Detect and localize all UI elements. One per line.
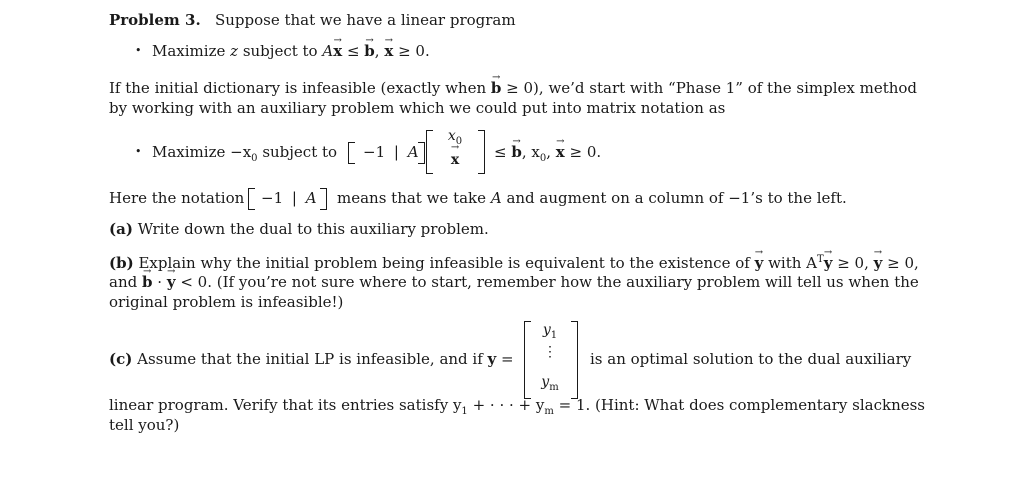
notation-row: −1 | A [261, 189, 317, 207]
column-bottom: → x [440, 152, 470, 168]
column-top: $x_0$ [447, 128, 463, 147]
bullet-marker: • [135, 44, 142, 57]
notation-explanation: means that we take A and augment on a column of −1’s to the left. [337, 189, 847, 207]
right-bracket [418, 142, 425, 164]
y-vector-right-bracket [571, 321, 578, 399]
part-b-line3: original problem is infeasible!) [109, 293, 344, 311]
y-vector-left-bracket [524, 321, 531, 399]
part-c-line2: linear program. Verify that its entries satisfy $y_1$ + · · · + $y_m = 1$. (Hint: What does complementary slackness [109, 396, 925, 417]
problem-intro: Suppose that we have a linear program [214, 11, 516, 29]
problem-label: Problem 3. [109, 11, 201, 29]
bullet-maximize-z: Maximize z subject to A→ x ≤ → b, → x ≥ 0. [152, 41, 430, 61]
y-vector-top: $y_1$ [542, 322, 558, 341]
part-b-line2: and → b · → y < 0. (If you’re not sure where to start, remember how the auxiliary problem will tell us when the [109, 272, 919, 292]
part-b-line1: (b) Explain why the initial problem being infeasible is equivalent to the existence of → y with $A^T\to y \ge 0$, → y ≥ 0, [109, 250, 919, 273]
column-left-bracket [426, 130, 433, 174]
column-right-bracket [478, 130, 485, 174]
left-bracket [348, 142, 355, 164]
notation-paragraph: Here the notation [109, 189, 245, 207]
y-vector-bottom: $y_m$ [541, 374, 559, 393]
bullet-marker-2: • [135, 145, 142, 158]
y-vector-dots: ⋮ [543, 344, 557, 360]
part-c-line3: tell you?) [109, 416, 180, 434]
part-c-line1-end: is an optimal solution to the dual auxiliary [590, 350, 912, 368]
augmented-row: −1 | A [363, 143, 419, 161]
paragraph-phase1-line1: If the initial dictionary is infeasible (exactly when → b ≥ 0), we’d start with “Phase 1” of the simplex method [109, 78, 917, 98]
part-c-line1: (c) Assume that the initial LP is infeasible, and if y = [109, 350, 514, 368]
bullet2-constraint: ≤ → b, $x_0$, → x ≥ 0. [494, 142, 601, 169]
paragraph-phase1-line2: by working with an auxiliary problem which we could put into matrix notation as [109, 99, 726, 117]
notation-left-bracket [248, 188, 255, 210]
problem-header [109, 10, 516, 30]
part-a: (a) Write down the dual to this auxiliary problem. [109, 220, 489, 238]
bullet-maximize-x0: Maximize $-x_0$ subject to [152, 143, 338, 164]
notation-right-bracket [320, 188, 327, 210]
